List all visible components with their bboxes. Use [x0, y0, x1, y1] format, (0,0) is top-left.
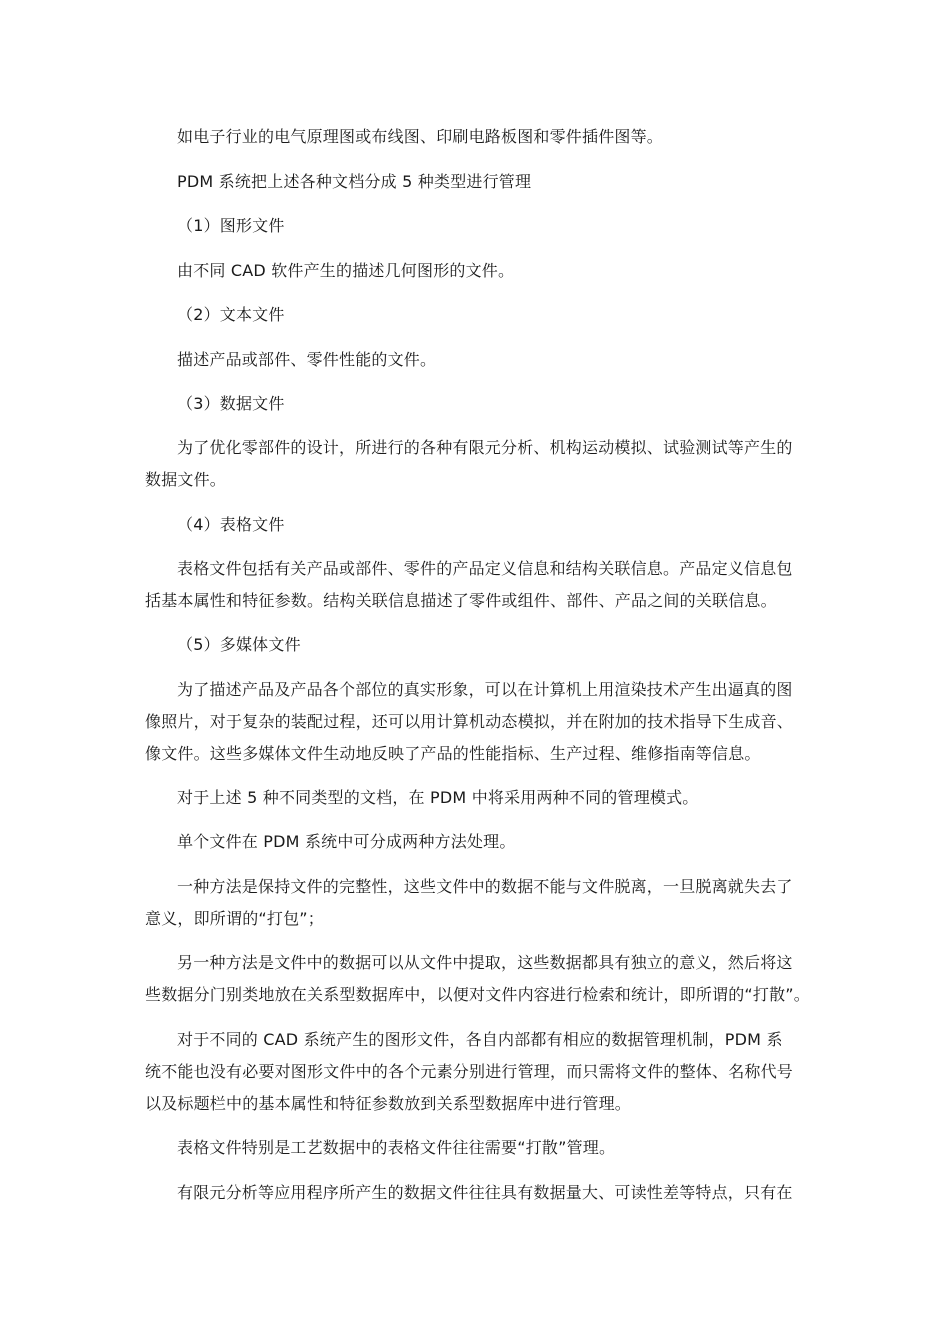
paragraph-line: 意义，即所谓的“打包”；	[145, 909, 324, 928]
paragraph-line: 括基本属性和特征参数。结构关联信息描述了零件或组件、部件、产品之间的关联信息。	[145, 591, 777, 610]
section-heading: （5）多媒体文件	[177, 635, 301, 654]
paragraph-line: PDM 系统把上述各种文档分成 5 种类型进行管理	[177, 172, 532, 191]
paragraph-line: 像文件。这些多媒体文件生动地反映了产品的性能指标、生产过程、维修指南等信息。	[145, 744, 761, 763]
paragraph-line: 统不能也没有必要对图形文件中的各个元素分别进行管理，而只需将文件的整体、名称代号	[145, 1062, 794, 1081]
paragraph-line: 对于不同的 CAD 系统产生的图形文件，各自内部都有相应的数据管理机制，PDM 系	[177, 1030, 783, 1049]
paragraph-line: 表格文件特别是工艺数据中的表格文件往往需要“打散”管理。	[177, 1138, 616, 1157]
paragraph-line: 如电子行业的电气原理图或布线图、印刷电路板图和零件插件图等。	[177, 127, 664, 146]
paragraph-line: 些数据分门别类地放在关系型数据库中，以便对文件内容进行检索和统计，即所谓的“打散”。	[145, 985, 810, 1004]
paragraph-line: 为了优化零部件的设计，所进行的各种有限元分析、机构运动模拟、试验测试等产生的	[177, 438, 793, 457]
section-heading: （2）文本文件	[177, 305, 285, 324]
section-heading: （4）表格文件	[177, 515, 285, 534]
paragraph-line: 像照片，对于复杂的装配过程，还可以用计算机动态模拟，并在附加的技术指导下生成音、	[145, 712, 794, 731]
paragraph-line: 描述产品或部件、零件性能的文件。	[177, 350, 437, 369]
paragraph-line: 表格文件包括有关产品或部件、零件的产品定义信息和结构关联信息。产品定义信息包	[177, 559, 793, 578]
paragraph-line: 一种方法是保持文件的完整性，这些文件中的数据不能与文件脱离，一旦脱离就失去了	[177, 877, 793, 896]
paragraph-line: 以及标题栏中的基本属性和特征参数放到关系型数据库中进行管理。	[145, 1094, 632, 1113]
paragraph-line: 数据文件。	[145, 470, 227, 489]
section-heading: （1）图形文件	[177, 216, 285, 235]
section-heading: （3）数据文件	[177, 394, 285, 413]
paragraph-line: 另一种方法是文件中的数据可以从文件中提取，这些数据都具有独立的意义，然后将这	[177, 953, 793, 972]
paragraph-line: 有限元分析等应用程序所产生的数据文件往往具有数据量大、可读性差等特点，只有在	[177, 1183, 793, 1202]
paragraph-line: 单个文件在 PDM 系统中可分成两种方法处理。	[177, 832, 516, 851]
paragraph-line: 由不同 CAD 软件产生的描述几何图形的文件。	[177, 261, 515, 280]
paragraph-line: 为了描述产品及产品各个部位的真实形象，可以在计算机上用渲染技术产生出逼真的图	[177, 680, 793, 699]
paragraph-line: 对于上述 5 种不同类型的文档，在 PDM 中将采用两种不同的管理模式。	[177, 788, 699, 807]
